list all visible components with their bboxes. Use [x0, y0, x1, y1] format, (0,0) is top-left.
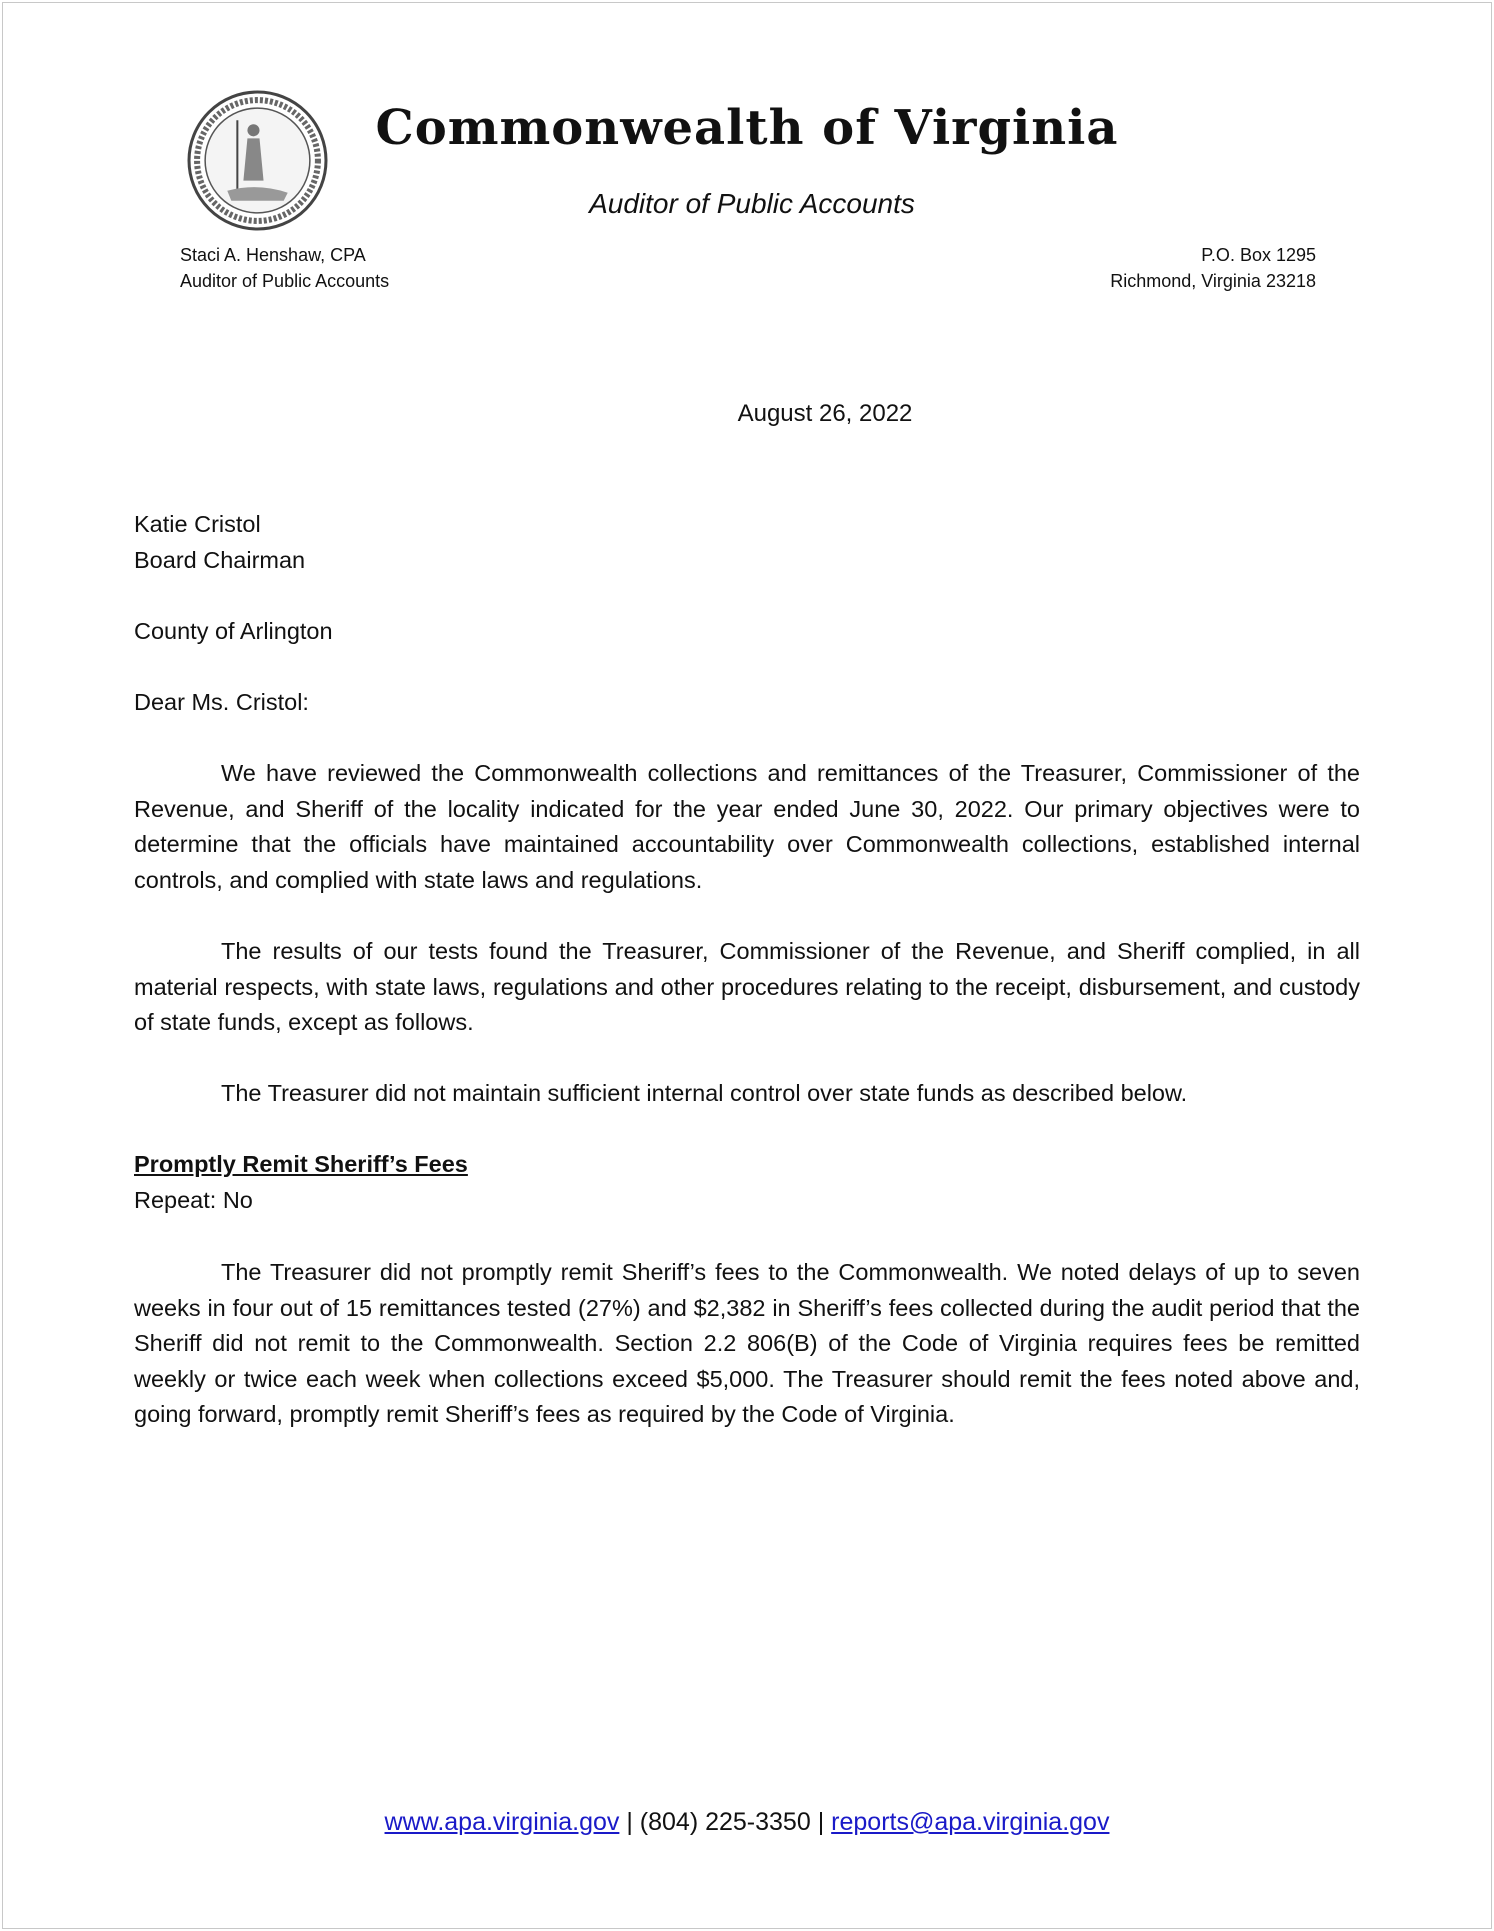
paragraph-text: The Treasurer did not maintain sufficient internal control over state funds as described below. [221, 1080, 1188, 1106]
finding-paragraph [134, 1255, 1360, 1433]
letterhead-title: Commonwealth of Virginia [375, 100, 1119, 156]
footer [0, 1808, 1494, 1837]
paragraph-1 [134, 756, 1360, 898]
auditor-name: Staci A. Henshaw, CPA [180, 245, 366, 265]
phone-number: (804) 225-3350 [639, 1808, 811, 1836]
paragraph-text: The Treasurer did not promptly remit Sheriff’s fees to the Commonwealth. We noted delays of up to seven weeks in four out of 15 remittances tested (27%) and $2,382 in Sheriff’s fees collected during the audit period that the Sheriff did not remit to the Commonwealth. Section 2.2 806(B) of the Code of Virginia requires fees be remitted weekly or twice each week when collections exceed $5,000. The Treasurer should remit the fees noted above and, going forward, promptly remit Sheriff’s fees as required by the Code of Virginia. [134, 1259, 1360, 1428]
email-link[interactable]: reports@apa.virginia.gov [831, 1808, 1110, 1836]
letter-date: August 26, 2022 [737, 400, 913, 427]
auditor-block [180, 242, 389, 294]
address-line2: Richmond, Virginia 23218 [1110, 271, 1316, 291]
website-link[interactable]: www.apa.virginia.gov [384, 1808, 620, 1836]
recipient-title: Board Chairman [134, 546, 306, 573]
letterhead-subtitle [0, 188, 1494, 220]
auditor-title: Auditor of Public Accounts [180, 271, 390, 291]
separator: | [817, 1808, 825, 1836]
address-block [1110, 242, 1316, 294]
paragraph-text: We have reviewed the Commonwealth collections and remittances of the Treasurer, Commissioner of the Revenue, and Sheriff of the locality indicated for the year ended June 30, 2022. Our primary objectives were to determine that the officials have maintained accountability over Commonwealth collections, established internal controls, and complied with state laws and regulations. [134, 760, 1360, 893]
salutation: Dear Ms. Cristol: [134, 689, 309, 715]
paragraph-2 [134, 934, 1360, 1041]
recipient-block [134, 507, 1360, 578]
paragraph-3 [134, 1076, 1360, 1112]
paragraph-text: The results of our tests found the Treasurer, Commissioner of the Revenue, and Sheriff complied, in all material respects, with state laws, regulations and other procedures relating to the receipt, disbursement, and custody of state funds, except as follows. [134, 938, 1360, 1036]
recipient-organization: County of Arlington [134, 618, 333, 644]
subtitle-text: Auditor of Public Accounts [589, 188, 915, 219]
finding-header [134, 1147, 1360, 1218]
recipient-name: Katie Cristol [134, 511, 261, 537]
finding-repeat: Repeat: No [134, 1186, 253, 1213]
finding-heading: Promptly Remit Sheriff’s Fees [134, 1151, 468, 1177]
address-line1: P.O. Box 1295 [1201, 245, 1316, 265]
separator: | [626, 1808, 633, 1836]
